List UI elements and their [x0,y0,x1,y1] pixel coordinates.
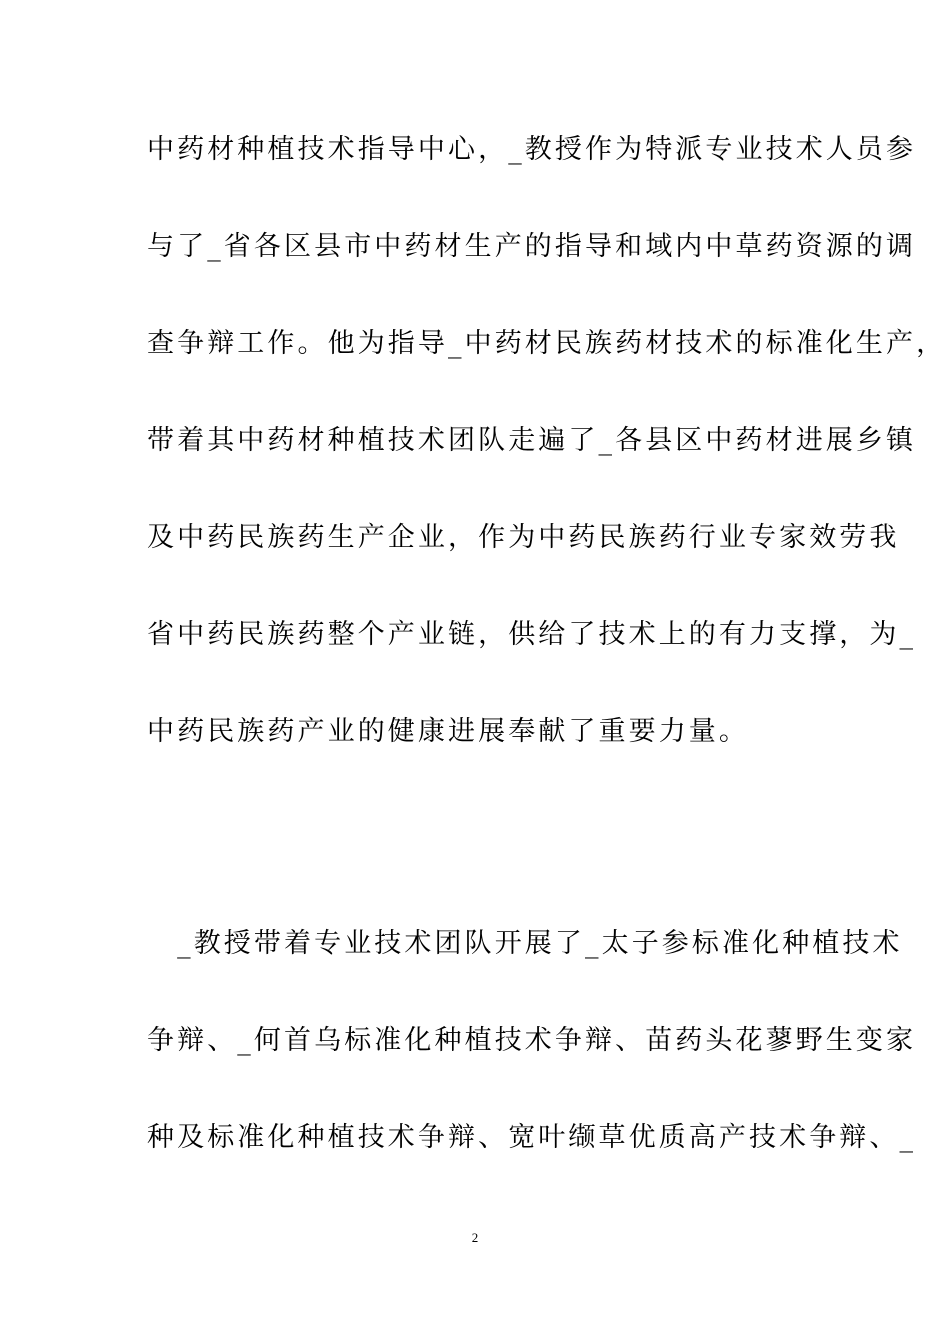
text-line: 与了_省各区县市中药材生产的指导和域内中草药资源的调 [147,231,917,262]
text-line: 带着其中药材种植技术团队走遍了_各县区中药材进展乡镇 [147,425,917,456]
text-line: 中药材种植技术指导中心，_教授作为特派专业技术人员参 [147,134,917,165]
text-line: 中药民族药产业的健康进展奉献了重要力量。 [147,716,749,747]
text-line: 省中药民族药整个产业链，供给了技术上的有力支撑，为_ [147,619,917,650]
text-line: _教授带着专业技术团队开展了_太子参标准化种植技术 [147,928,903,959]
text-line: 查争辩工作。他为指导_中药材民族药材技术的标准化生产， [147,328,947,359]
text-line: 种及标准化种植技术争辩、宽叶缬草优质高产技术争辩、_ [147,1122,917,1153]
text-line: 争辩、_何首乌标准化种植技术争辩、苗药头花蓼野生变家 [147,1025,917,1056]
page-number: 2 [471,1230,479,1245]
text-line: 及中药民族药生产企业，作为中药民族药行业专家效劳我 [147,522,900,553]
